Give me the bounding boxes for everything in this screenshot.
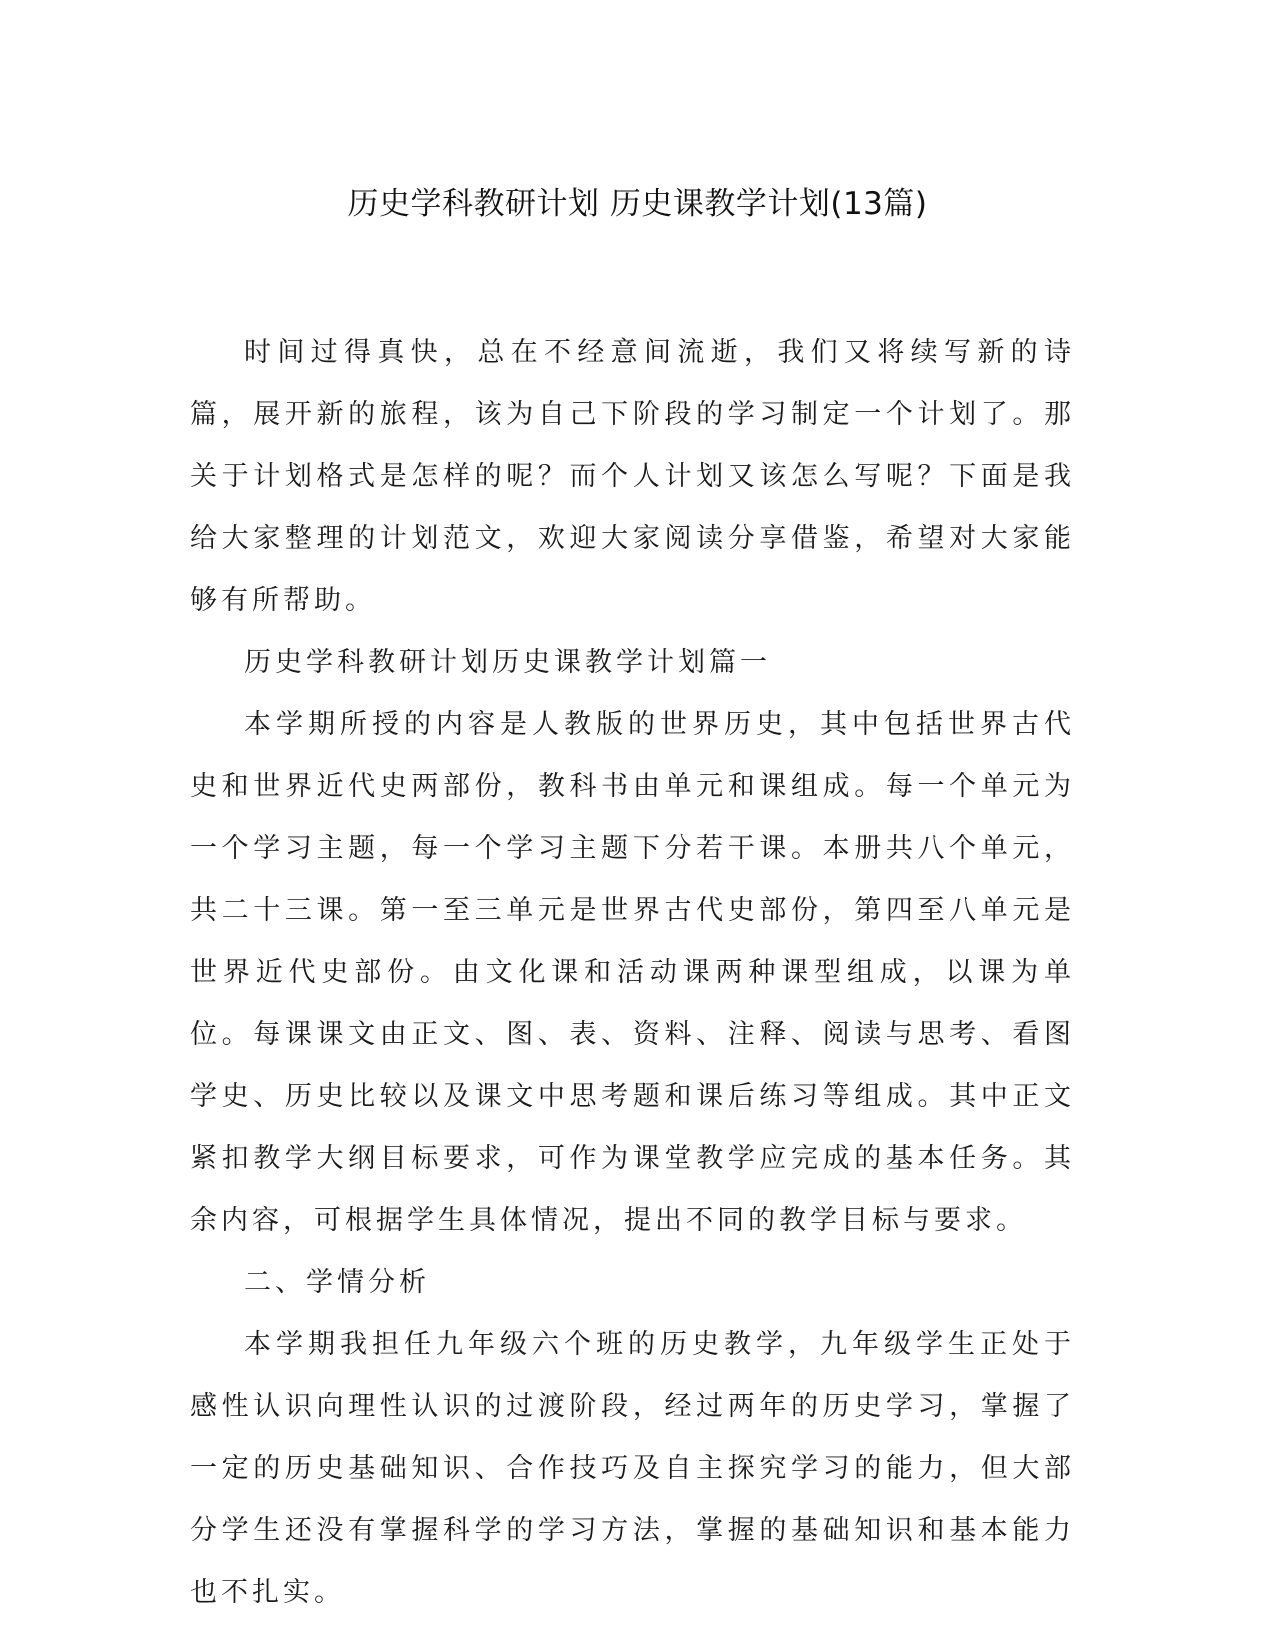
section-heading-part-one: 历史学科教研计划历史课教学计划篇一 [244, 647, 771, 678]
section-heading-student-analysis: 二、学情分析 [244, 1267, 430, 1298]
intro-paragraph: 时间过得真快，总在不经意间流逝，我们又将续写新的诗篇，展开新的旅程，该为自己下阶段的学习制定一个计划了。那关于计划格式是怎样的呢？而个人计划又该怎么写呢？下面是我给大家整理的计划范文，欢迎大家阅读分享借鉴，希望对大家能够有所帮助。 [190, 337, 1075, 616]
content-paragraph: 本学期所授的内容是人教版的世界历史，其中包括世界古代史和世界近代史两部份，教科书由单元和课组成。每一个单元为一个学习主题，每一个学习主题下分若干课。本册共八个单元，共二十三课。第一至三单元是世界古代史部份，第四至八单元是世界近代史部份。由文化课和活动课两种课型组成，以课为单位。每课课文由正文、图、表、资料、注释、阅读与思考、看图学史、历史比较以及课文中思考题和课后练习等组成。其中正文紧扣教学大纲目标要求，可作为课堂教学应完成的基本任务。其余内容，可根据学生具体情况，提出不同的教学目标与要求。 [190, 709, 1075, 1236]
document-body [190, 322, 1075, 1624]
student-analysis-paragraph: 本学期我担任九年级六个班的历史教学，九年级学生正处于感性认识向理性认识的过渡阶段，经过两年的历史学习，掌握了一定的历史基础知识、合作技巧及自主探究学习的能力，但大部分学生还没有掌握科学的学习方法，掌握的基础知识和基本能力也不扎实。 [190, 1329, 1075, 1608]
document-title: 历史学科教研计划 历史课教学计划(13篇) [347, 186, 928, 222]
